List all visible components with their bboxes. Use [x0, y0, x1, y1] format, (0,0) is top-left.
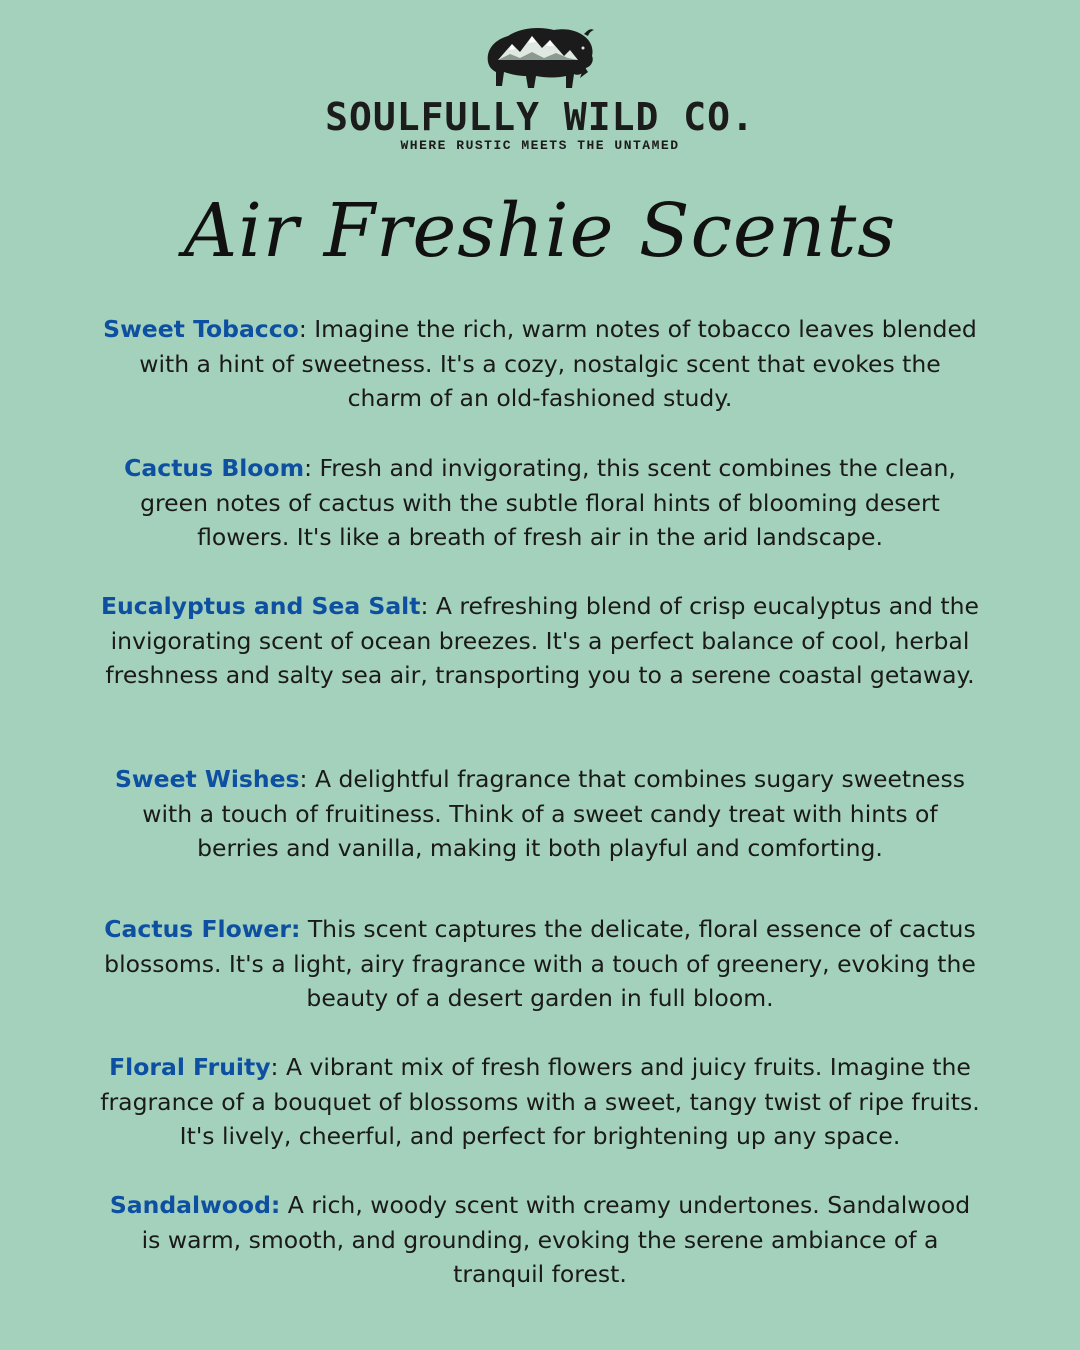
scent-separator: : — [270, 1053, 279, 1081]
scent-separator: : — [298, 315, 307, 343]
scent-separator: : — [304, 454, 312, 482]
scent-sweet-wishes — [100, 762, 980, 866]
brand-logo — [0, 22, 1080, 154]
scent-description: This scent captures the delicate, floral essence of cactus blossoms. It's a light, airy fragrance with a touch of greenery, evoking the beauty of a desert garden in full bloom. — [104, 915, 976, 1012]
scent-name: Cactus Bloom — [124, 454, 305, 482]
scent-description: A vibrant mix of fresh flowers and juicy fruits. Imagine the fragrance of a bouquet of blossoms with a sweet, tangy twist of ripe fruits. It's lively, cheerful, and perfect for brightening up any space. — [100, 1053, 980, 1150]
scent-name: Sweet Wishes — [115, 765, 300, 793]
scent-description: Imagine the rich, warm notes of tobacco leaves blended with a hint of sweetness. It's a cozy, nostalgic scent that evokes the charm of an old-fashioned study. — [139, 315, 977, 412]
scent-name: Sandalwood: — [109, 1191, 281, 1219]
scent-eucalyptus-sea-salt — [100, 589, 980, 693]
scent-description: Fresh and invigorating, this scent combines the clean, green notes of cactus with the subtle floral hints of blooming desert flowers. It's like a breath of fresh air in the arid landscape. — [140, 454, 956, 551]
brand-name: SOULFULLY WILD CO. — [325, 95, 755, 139]
scent-floral-fruity — [100, 1050, 980, 1154]
scent-description: A refreshing blend of crisp eucalyptus and the invigorating scent of ocean breezes. It's a perfect balance of cool, herbal freshness and salty sea air, transporting you to a serene coastal getaway. — [105, 592, 979, 689]
scent-separator: : — [299, 765, 308, 793]
bison-mountain-icon — [480, 22, 600, 94]
scent-sweet-tobacco — [100, 312, 980, 416]
brand-tagline: WHERE RUSTIC MEETS THE UNTAMED — [400, 138, 680, 153]
scent-separator: : — [420, 592, 429, 620]
scent-name: Sweet Tobacco — [103, 315, 299, 343]
scent-cactus-bloom — [100, 451, 980, 555]
scent-description: A rich, woody scent with creamy undertones. Sandalwood is warm, smooth, and grounding, evoking the serene ambiance of a tranquil forest. — [141, 1191, 971, 1288]
scent-description: A delightful fragrance that combines sugary sweetness with a touch of fruitiness. Think of a sweet candy treat with hints of berries and vanilla, making it both playful and comforting. — [142, 765, 965, 862]
scent-cactus-flower — [100, 912, 980, 1016]
page-title: Air Freshie Scents — [183, 188, 897, 274]
scent-name: Cactus Flower: — [104, 915, 301, 943]
scent-sandalwood — [100, 1188, 980, 1292]
scent-name: Eucalyptus and Sea Salt — [101, 592, 421, 620]
scent-name: Floral Fruity — [109, 1053, 271, 1081]
